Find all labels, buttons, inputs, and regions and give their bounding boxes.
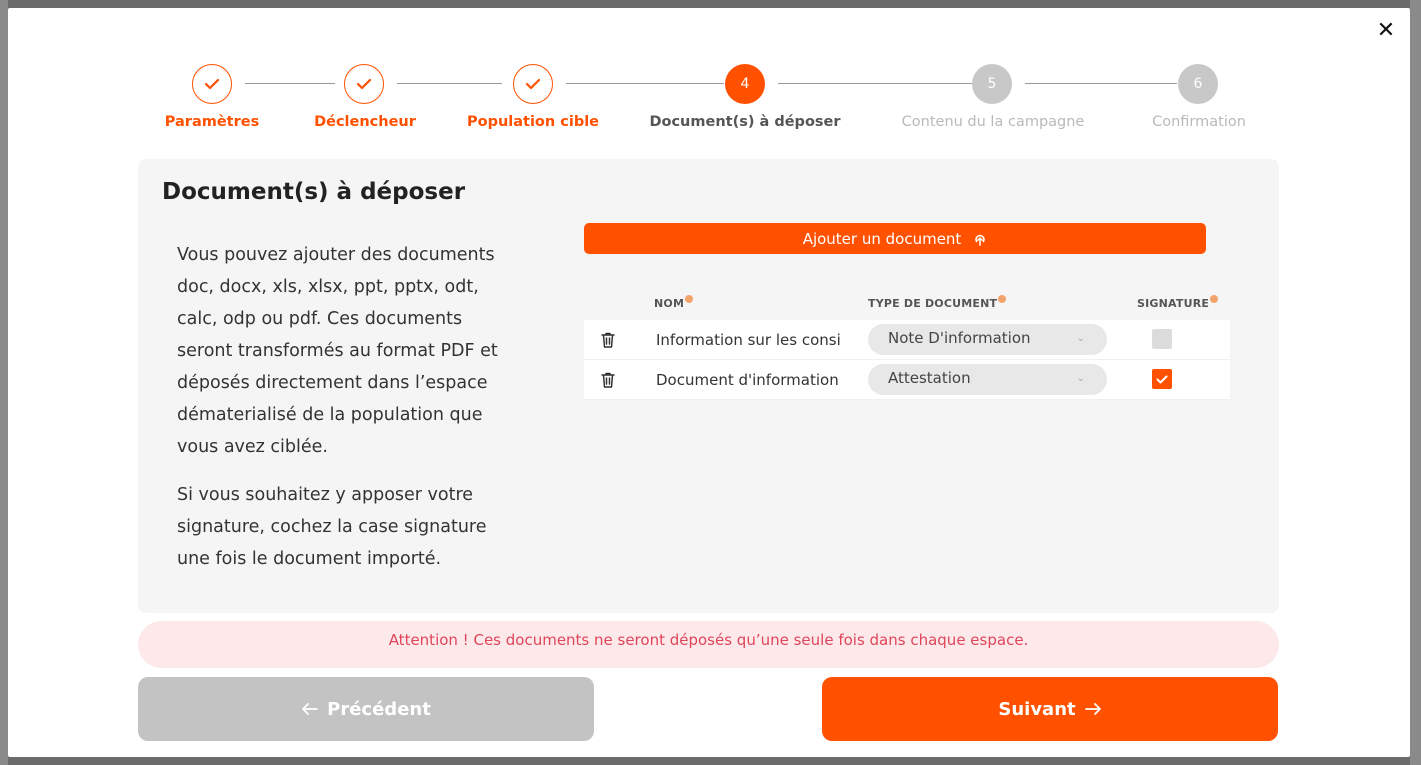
- previous-button[interactable]: [138, 677, 594, 741]
- info-icon[interactable]: [998, 295, 1006, 303]
- document-name: Information sur les consi: [656, 331, 841, 349]
- panel-title: Document(s) à déposer: [162, 179, 466, 205]
- table-header: [584, 286, 1230, 320]
- column-header-name: [654, 297, 693, 310]
- info-icon[interactable]: [1210, 295, 1218, 303]
- chevron-down-icon: ⌄: [1076, 333, 1085, 344]
- step-1-circle[interactable]: [192, 64, 232, 104]
- column-header-type-text: TYPE DE DOCUMENT: [868, 297, 998, 310]
- column-header-signature-text: SIGNATURE: [1137, 297, 1210, 310]
- close-icon[interactable]: ✕: [1376, 18, 1396, 43]
- backdrop-right: [1410, 0, 1421, 765]
- check-icon: [204, 78, 220, 90]
- column-header-signature: [1137, 297, 1218, 310]
- documents-table: [584, 286, 1230, 400]
- arrow-right-icon: [1084, 702, 1102, 716]
- step-6-label: Confirmation: [1152, 114, 1246, 130]
- table-row: [584, 320, 1230, 360]
- document-type-value: Note D'information: [888, 329, 1031, 347]
- modal: [8, 8, 1410, 757]
- table-row: [584, 360, 1230, 400]
- step-connector: [245, 83, 335, 84]
- warning-banner: Attention ! Ces documents ne seront déposés qu’une seule fois dans chaque espace.: [138, 621, 1279, 668]
- step-connector: [1025, 83, 1177, 84]
- step-5-label: Contenu du la campagne: [901, 114, 1085, 130]
- column-header-name-text: NOM: [654, 297, 685, 310]
- trash-icon[interactable]: [600, 331, 616, 349]
- description: [177, 239, 522, 575]
- document-type-select[interactable]: [868, 324, 1107, 355]
- arrow-left-icon: [301, 702, 319, 716]
- signature-checkbox[interactable]: [1152, 369, 1172, 389]
- step-2-label[interactable]: Déclencheur: [314, 114, 416, 130]
- step-1-label[interactable]: Paramètres: [164, 114, 260, 130]
- chevron-down-icon: ⌄: [1076, 373, 1085, 384]
- check-icon: [356, 78, 372, 90]
- check-icon: [1156, 375, 1168, 384]
- step-6-circle: 6: [1178, 64, 1218, 104]
- previous-button-label: Précédent: [327, 698, 431, 720]
- step-connector: [566, 83, 724, 84]
- step-4-circle[interactable]: 4: [725, 64, 765, 104]
- upload-icon: [973, 232, 987, 246]
- next-button[interactable]: [822, 677, 1278, 741]
- step-3-label[interactable]: Population cible: [466, 114, 600, 130]
- info-icon[interactable]: [685, 295, 693, 303]
- description-paragraph: Vous pouvez ajouter des documents doc, docx, xls, xlsx, ppt, pptx, odt, calc, odp ou pdf. Ces documents seront transformés au format PDF et déposés directement dans l’espace dématerialisé de la population que vous avez ciblée.: [177, 245, 498, 457]
- document-type-value: Attestation: [888, 369, 971, 387]
- signature-checkbox[interactable]: [1152, 329, 1172, 349]
- check-icon: [525, 78, 541, 90]
- step-connector: [397, 83, 502, 84]
- add-document-label: Ajouter un document: [802, 229, 962, 248]
- step-4-label: Document(s) à déposer: [649, 114, 841, 130]
- column-header-type: [868, 297, 1006, 310]
- step-5-circle: 5: [972, 64, 1012, 104]
- documents-panel: [138, 159, 1279, 613]
- document-type-select[interactable]: [868, 364, 1107, 395]
- stepper: [8, 8, 1410, 148]
- trash-icon[interactable]: [600, 371, 616, 389]
- description-paragraph: Si vous souhaitez y apposer votre signature, cochez la case signature une fois le document importé.: [177, 485, 487, 569]
- document-name: Document d'information: [656, 371, 839, 389]
- add-document-button[interactable]: [584, 223, 1206, 254]
- next-button-label: Suivant: [998, 698, 1076, 720]
- step-2-circle[interactable]: [344, 64, 384, 104]
- step-connector: [778, 83, 972, 84]
- step-3-circle[interactable]: [513, 64, 553, 104]
- backdrop-left: [0, 0, 8, 765]
